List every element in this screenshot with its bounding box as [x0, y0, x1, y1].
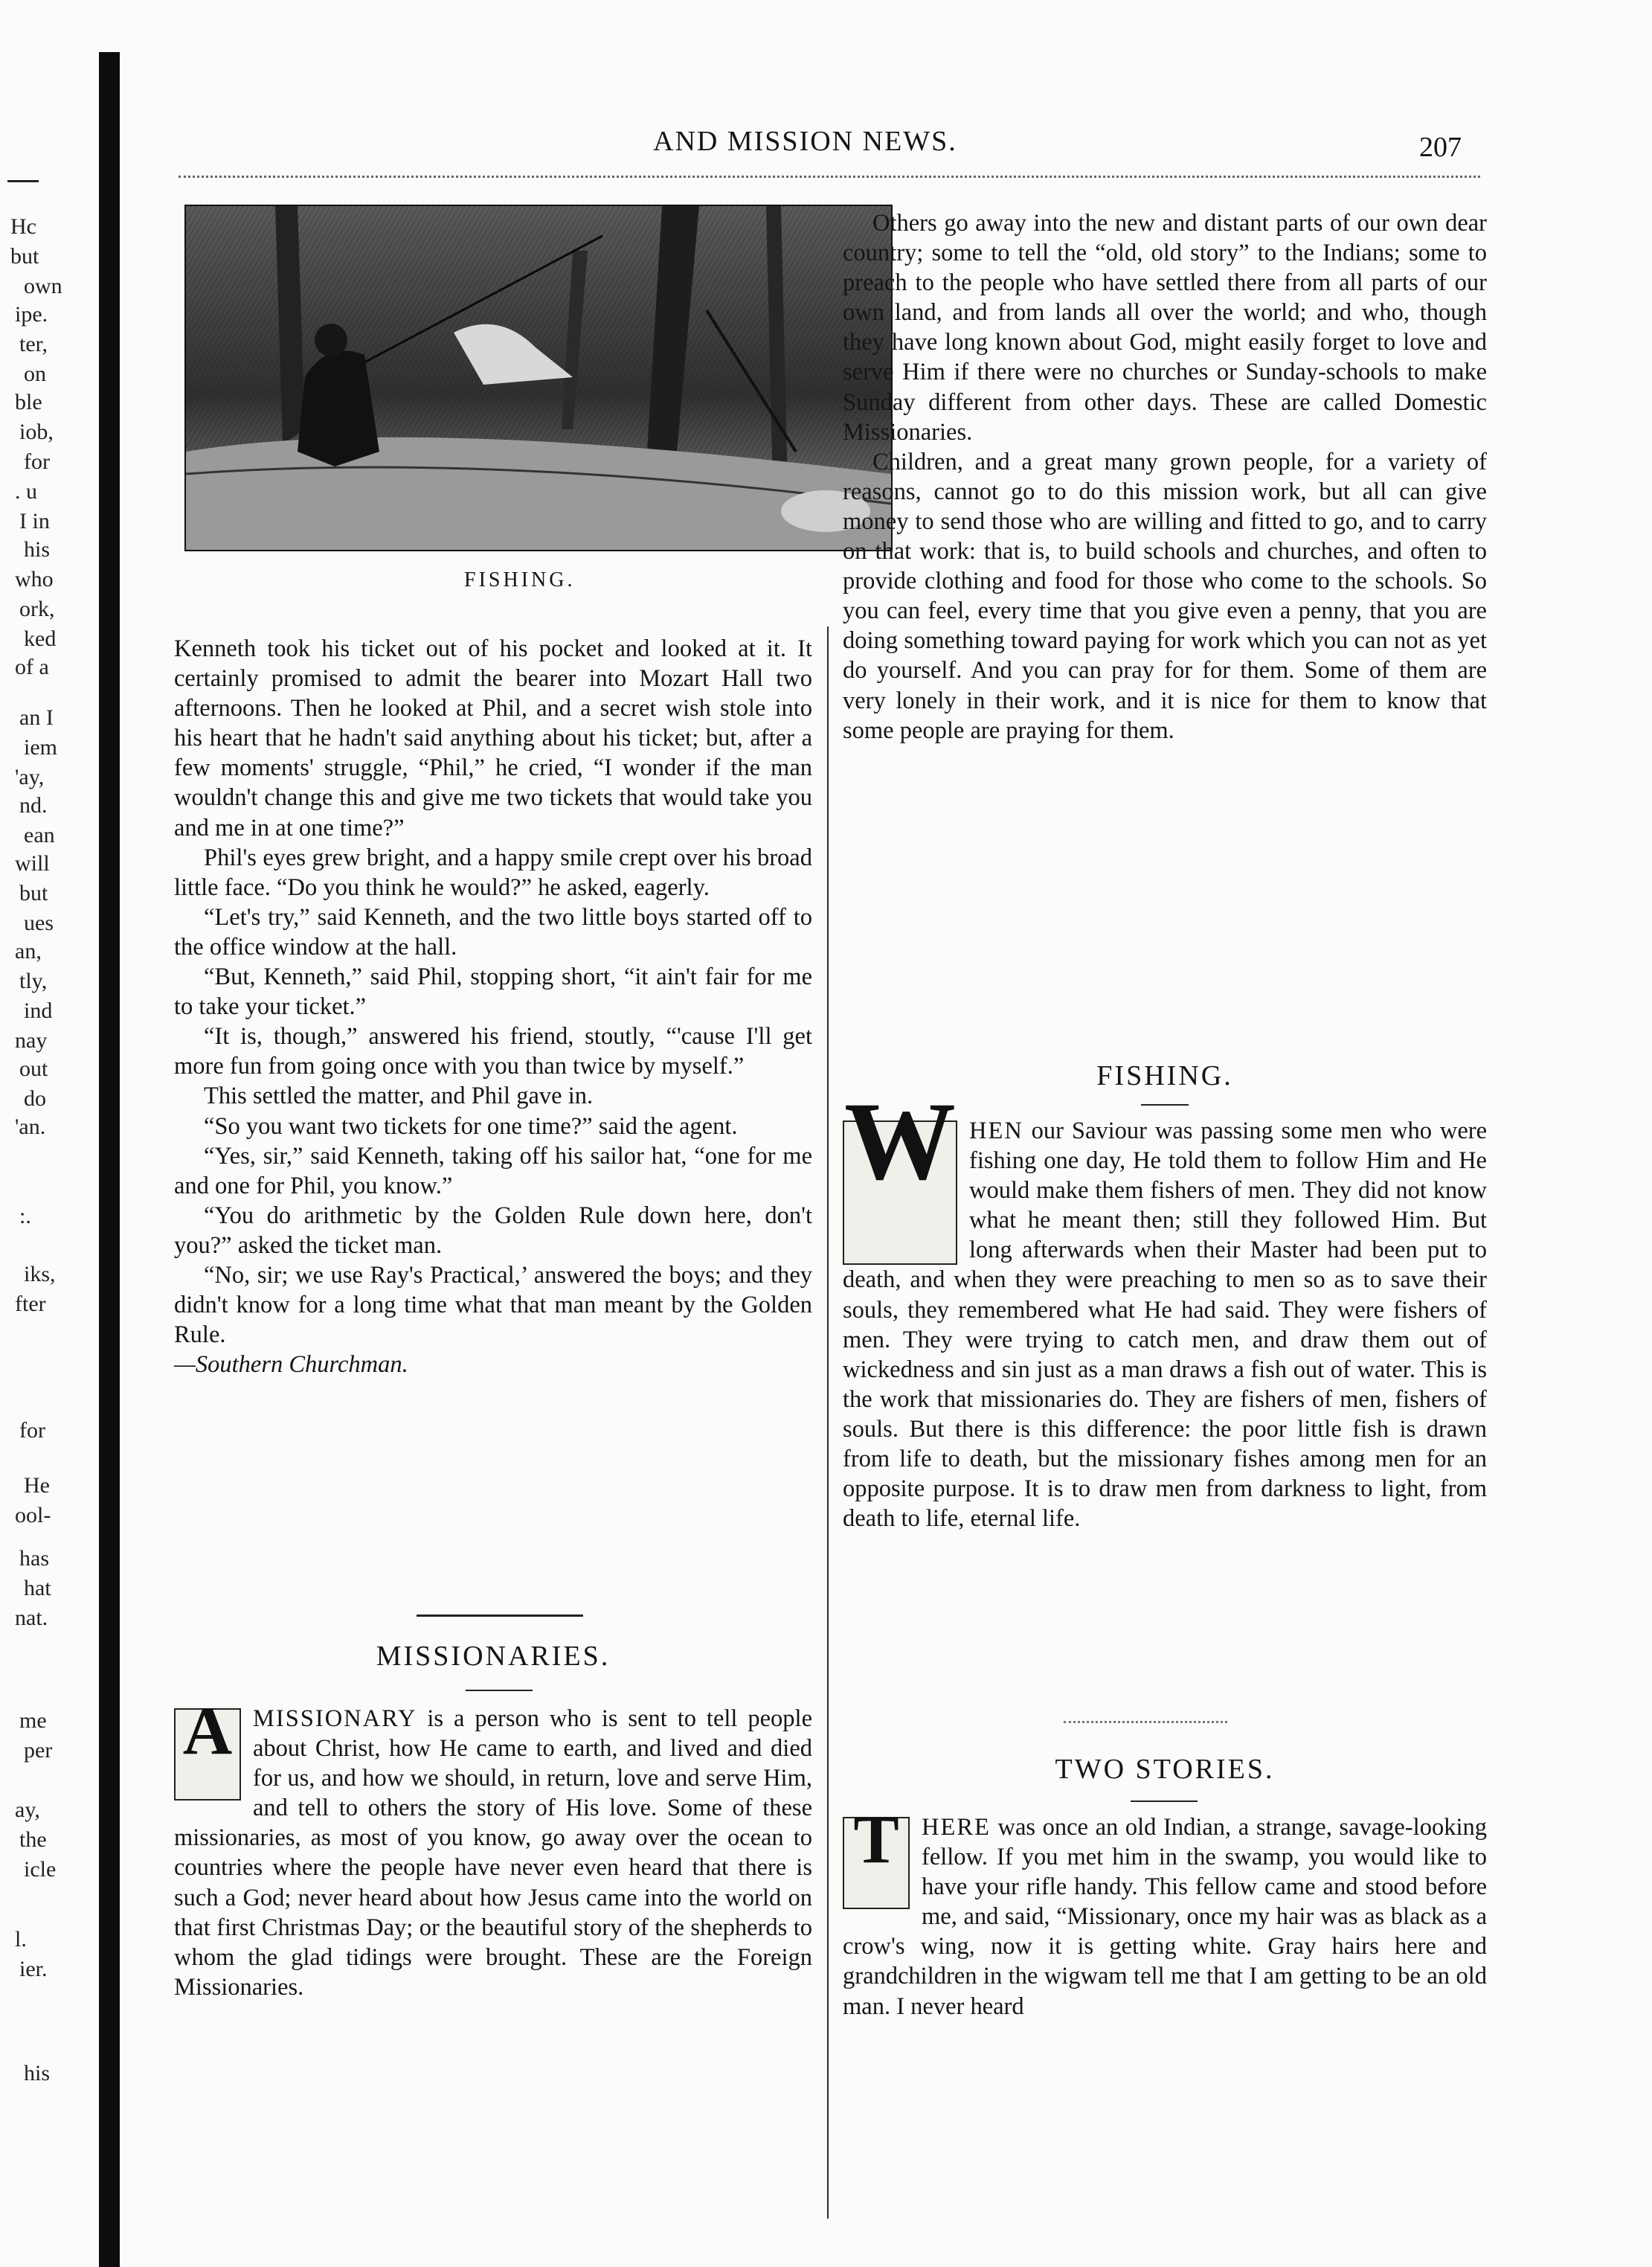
- engraving-caption: FISHING.: [464, 568, 576, 591]
- missionaries-title: MISSIONARIES.: [376, 1641, 611, 1672]
- gutter-fragment: :.: [19, 1204, 31, 1228]
- gutter-fragment: ked: [24, 626, 57, 651]
- two-stories-article: [843, 1801, 1487, 2021]
- gutter-fragment: on: [24, 362, 46, 386]
- section-separator: [1064, 1721, 1227, 1723]
- story-attribution: —Southern Churchman.: [174, 1351, 408, 1379]
- title-underline: [1141, 1104, 1189, 1106]
- fishing-title: FISHING.: [1096, 1060, 1233, 1091]
- gutter-fragment: an I: [19, 705, 54, 730]
- story-paragraph: “But, Kenneth,” said Phil, stopping short, “it ain't fair for me to take your ticket.”: [174, 963, 812, 1021]
- column-divider: [827, 626, 829, 2219]
- gutter-fragment: ter,: [19, 332, 48, 356]
- gutter-fragment: ipe.: [15, 302, 48, 327]
- gutter-fragment: own: [24, 274, 62, 298]
- missionaries-continued: Children, and a great many grown people, for a variety of reasons, cannot go to do this mission work, but all can give money to send those who are willing and fitted to go, and to carry on that work: that is, to build schools and churches, and often to provide clothing and food for those who come to the schools. So you can feel, every time that you give even a penny, that you are doing something toward paying for work which you can not as yet do yourself. And you can pray for for them. Some of them are very lonely in their work, and it is nice for them to know that some people are praying for them.: [843, 448, 1487, 744]
- gutter-fragment: ues: [24, 911, 54, 935]
- title-underline: [466, 1690, 533, 1691]
- title-underline: [1131, 1801, 1198, 1802]
- page-number: 207: [1419, 132, 1462, 163]
- gutter-fragment: iob,: [19, 420, 54, 444]
- gutter-fragment: me: [19, 1708, 47, 1733]
- gutter-fragment: tly,: [19, 969, 48, 993]
- gutter-fragment: but: [10, 244, 39, 269]
- engraving-art: [186, 206, 891, 550]
- gutter-fragment: his: [24, 537, 51, 562]
- two-stories-body: was once an old Indian, a strange, savage-looking fellow. If you met him in the swamp, you would like to have your rifle handy. This fellow came and stood before me, and said, “Missionary, once my hair was as black as a crow's wing, now it is getting white. Gray hairs here and grandchildren in the wigwam tell me that I am getting to be an old man. I never heard: [843, 1814, 1487, 2020]
- story-paragraph: “Yes, sir,” said Kenneth, taking off his sailor hat, “one for me and one for Phil, you know.”: [174, 1142, 812, 1199]
- binding-gutter-bar: [99, 52, 120, 2267]
- gutter-fragment: nay: [15, 1028, 48, 1053]
- story-paragraph: This settled the matter, and Phil gave in.: [204, 1083, 594, 1110]
- gutter-fragment: per: [24, 1738, 53, 1763]
- gutter-fragment: but: [19, 881, 48, 905]
- gutter-fragment: for: [24, 449, 50, 474]
- gutter-fragment: Hc: [10, 214, 36, 239]
- running-head: AND MISSION NEWS.: [653, 126, 957, 157]
- gutter-fragment: ble: [15, 390, 42, 414]
- left-column: [174, 634, 812, 1379]
- lead-word: MISSIONARY: [253, 1705, 417, 1732]
- story-paragraph: “Let's try,” said Kenneth, and the two little boys started off to the office window at the hall.: [174, 903, 812, 961]
- gutter-fragment: ool-: [15, 1503, 51, 1527]
- gutter-fragment: . u: [15, 479, 37, 504]
- drop-cap-a: A: [174, 1708, 241, 1801]
- gutter-fragment: who: [15, 567, 54, 591]
- gutter-fragment: ier.: [19, 1957, 48, 1981]
- header-rule: [179, 176, 1480, 178]
- gutter-fragment: ay,: [15, 1798, 40, 1822]
- gutter-fragment: out: [19, 1056, 48, 1081]
- gutter-fragment: iks,: [24, 1262, 56, 1286]
- gutter-fragment: ork,: [19, 597, 55, 621]
- gutter-fragment: l.: [15, 1927, 27, 1952]
- gutter-fragment: icle: [24, 1857, 57, 1882]
- fishing-engraving: [184, 205, 893, 551]
- story-paragraph: “So you want two tickets for one time?” said the agent.: [204, 1112, 738, 1140]
- story-paragraph: Phil's eyes grew bright, and a happy smile crept over his broad little face. “Do you think he would?” he asked, eagerly.: [174, 844, 812, 901]
- gutter-text-fragments: [0, 0, 99, 2267]
- drop-cap-w: W: [843, 1120, 957, 1265]
- gutter-fragment: an,: [15, 939, 42, 963]
- gutter-fragment: fter: [15, 1292, 46, 1316]
- drop-cap-t: T: [843, 1817, 910, 1909]
- gutter-fragment: ind: [24, 998, 53, 1023]
- gutter-rule: [7, 180, 39, 182]
- story-paragraph: “You do arithmetic by the Golden Rule down here, don't you?” asked the ticket man.: [174, 1202, 812, 1259]
- gutter-fragment: ean: [24, 823, 55, 847]
- gutter-fragment: I in: [19, 509, 50, 533]
- gutter-fragment: He: [24, 1473, 50, 1498]
- gutter-fragment: for: [19, 1418, 45, 1443]
- gutter-fragment: 'an.: [15, 1115, 46, 1139]
- gutter-fragment: nd.: [19, 793, 48, 818]
- gutter-fragment: has: [19, 1546, 49, 1571]
- gutter-fragment: hat: [24, 1576, 51, 1600]
- lead-word: HEN: [969, 1118, 1023, 1144]
- missionaries-continued: Others go away into the new and distant parts of our own dear country; some to tell the “old, old story” to the Indians; some to preach to the people who have settled there from all parts of our own land, and from lands all over the world; and who, though they have long known about God, might easily forget to love and serve Him if there were no churches or Sunday-schools to make Sunday different from other days. These are called Domestic Missionaries.: [843, 210, 1487, 446]
- gutter-fragment: his: [24, 2061, 51, 2085]
- lead-word: HERE: [922, 1814, 991, 1841]
- story-paragraph: “No, sir; we use Ray's Practical,’ answered the boys; and they didn't know for a long time what that man meant by the Golden Rule.: [174, 1261, 812, 1349]
- gutter-fragment: do: [24, 1086, 46, 1111]
- story-kenneth: [174, 634, 812, 1379]
- story-paragraph: “It is, though,” answered his friend, stoutly, “'cause I'll get more fun from going once with you than twice by myself.”: [174, 1023, 812, 1080]
- gutter-fragment: nat.: [15, 1606, 48, 1630]
- section-rule: [417, 1615, 583, 1617]
- gutter-fragment: the: [19, 1827, 47, 1852]
- two-stories-title: TWO STORIES.: [1055, 1754, 1275, 1785]
- fishing-body: our Saviour was passing some men who were fishing one day, He told them to follow Him and He would make them fishers of men. They did not know what he meant then; still they followed Him. But long afterwards when their Master had been put to death, and when they were preaching to men so as to save their souls, they remembered what He had said. They were fishers of men. They were trying to catch men, and draw them out of wickedness and sin just as a man draws a fish out of water. This is the work that missionaries do. They are fishers of men, fishers of souls. But there is this difference: the poor little fish is drawn from life to death, but the missionary fishes among men for an opposite purpose. It is to draw men from darkness to light, from death to life, eternal life.: [843, 1118, 1487, 1533]
- gutter-fragment: of a: [15, 655, 49, 679]
- missionaries-body: is a person who is sent to tell people about Christ, how He came to earth, and lived and died for us, and how we should, in return, love and serve Him, and tell to others the story of His love. Some of these missionaries, as most of you know, go away over the ocean to countries where the people have never even heard that there is such a God; never heard about how Jesus came into the world on that first Christmas Day; or the beautiful story of the shepherds to whom the glad tidings were brought. These are the Foreign Missionaries.: [174, 1705, 812, 2001]
- gutter-fragment: will: [15, 851, 50, 876]
- gutter-fragment: 'ay,: [15, 765, 45, 789]
- right-column: [843, 208, 1487, 745]
- fishing-article: [843, 1080, 1487, 1533]
- gutter-fragment: iem: [24, 735, 57, 760]
- missionaries-article: [174, 1693, 812, 2002]
- story-paragraph: Kenneth took his ticket out of his pocket and looked at it. It certainly promised to admit the bearer into Mozart Hall two afternoons. Then he looked at Phil, and a secret wish stole into his heart that he hadn't said anything about his ticket; but, after a few moments' struggle, “Phil,” he cried, “I wonder if the man wouldn't change this and give me two tickets that would take you and me in at one time?”: [174, 635, 812, 841]
